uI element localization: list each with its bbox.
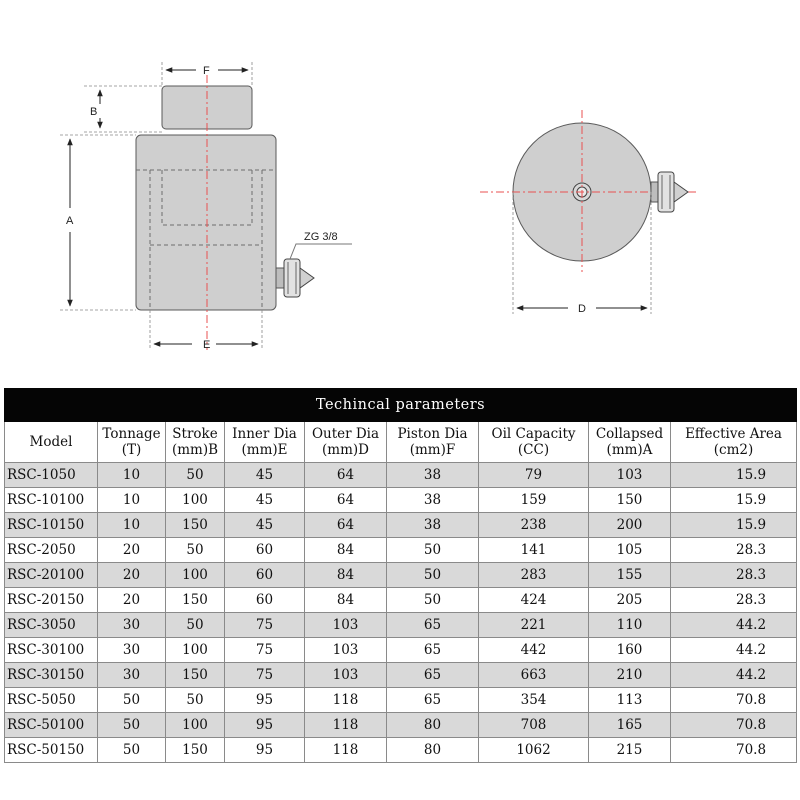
value-cell: 50: [166, 613, 225, 638]
value-cell: 45: [225, 463, 305, 488]
port-label: ZG 3/8: [304, 231, 338, 243]
column-header-line1: Outer Dia: [311, 426, 380, 442]
dim-label-a: A: [66, 215, 74, 227]
value-cell: 50: [387, 538, 479, 563]
value-cell: 50: [166, 538, 225, 563]
model-cell: RSC-1050: [5, 463, 98, 488]
value-cell: 80: [387, 713, 479, 738]
table-row: [5, 563, 797, 588]
table-title: Techincal parameters: [5, 389, 797, 422]
value-cell: 110: [589, 613, 671, 638]
value-cell: 118: [305, 713, 387, 738]
value-cell: 28.3: [671, 538, 797, 563]
table-row: [5, 488, 797, 513]
value-cell: 708: [479, 713, 589, 738]
value-cell: 65: [387, 613, 479, 638]
value-cell: 50: [387, 563, 479, 588]
value-cell: 60: [225, 538, 305, 563]
cylinder-drawing: [0, 0, 800, 380]
table-body: [5, 463, 797, 763]
value-cell: 150: [166, 738, 225, 763]
dim-label-f: F: [203, 65, 210, 77]
coupler-side: [276, 259, 314, 297]
value-cell: 354: [479, 688, 589, 713]
value-cell: 105: [589, 538, 671, 563]
value-cell: 50: [98, 688, 166, 713]
value-cell: 150: [589, 488, 671, 513]
model-cell: RSC-30150: [5, 663, 98, 688]
value-cell: 1062: [479, 738, 589, 763]
top-view: [480, 110, 698, 315]
value-cell: 103: [589, 463, 671, 488]
value-cell: 30: [98, 663, 166, 688]
value-cell: 45: [225, 513, 305, 538]
value-cell: 50: [98, 738, 166, 763]
value-cell: 50: [98, 713, 166, 738]
value-cell: 64: [305, 463, 387, 488]
value-cell: 30: [98, 613, 166, 638]
column-header: [225, 422, 305, 463]
value-cell: 165: [589, 713, 671, 738]
value-cell: 45: [225, 488, 305, 513]
value-cell: 283: [479, 563, 589, 588]
value-cell: 70.8: [671, 738, 797, 763]
column-header-line2: (CC): [517, 442, 550, 458]
model-cell: RSC-20100: [5, 563, 98, 588]
header-row: [5, 422, 797, 463]
column-header: [589, 422, 671, 463]
value-cell: 100: [166, 563, 225, 588]
value-cell: 44.2: [671, 638, 797, 663]
value-cell: 65: [387, 688, 479, 713]
value-cell: 75: [225, 638, 305, 663]
value-cell: 38: [387, 463, 479, 488]
value-cell: 150: [166, 663, 225, 688]
value-cell: 15.9: [671, 463, 797, 488]
value-cell: 100: [166, 713, 225, 738]
column-header-line2: (mm)F: [409, 442, 456, 458]
value-cell: 75: [225, 663, 305, 688]
table-row: [5, 713, 797, 738]
column-header-line1: Oil Capacity: [491, 426, 576, 442]
value-cell: 159: [479, 488, 589, 513]
value-cell: 75: [225, 613, 305, 638]
value-cell: 79: [479, 463, 589, 488]
value-cell: 70.8: [671, 688, 797, 713]
value-cell: 424: [479, 588, 589, 613]
value-cell: 118: [305, 738, 387, 763]
column-header-line1: Collapsed: [595, 426, 664, 442]
value-cell: 64: [305, 488, 387, 513]
column-header: [166, 422, 225, 463]
value-cell: 10: [98, 513, 166, 538]
model-cell: RSC-30100: [5, 638, 98, 663]
value-cell: 20: [98, 588, 166, 613]
value-cell: 65: [387, 663, 479, 688]
value-cell: 10: [98, 463, 166, 488]
column-header: [5, 422, 98, 463]
value-cell: 30: [98, 638, 166, 663]
value-cell: 84: [305, 588, 387, 613]
value-cell: 38: [387, 513, 479, 538]
table-row: [5, 538, 797, 563]
column-header: [671, 422, 797, 463]
value-cell: 150: [166, 513, 225, 538]
value-cell: 15.9: [671, 513, 797, 538]
value-cell: 50: [166, 688, 225, 713]
cylinder-body: [136, 135, 276, 310]
column-header-line2: (cm2): [713, 442, 754, 458]
model-cell: RSC-5050: [5, 688, 98, 713]
value-cell: 442: [479, 638, 589, 663]
coupler-top: [651, 172, 688, 212]
model-cell: RSC-50150: [5, 738, 98, 763]
column-header-line2: (mm)D: [322, 442, 369, 458]
value-cell: 80: [387, 738, 479, 763]
value-cell: 210: [589, 663, 671, 688]
table-row: [5, 513, 797, 538]
column-header-line1: Tonnage: [102, 426, 161, 442]
model-cell: RSC-2050: [5, 538, 98, 563]
side-view: [60, 62, 352, 351]
column-header-line1: Model: [29, 434, 73, 450]
model-cell: RSC-50100: [5, 713, 98, 738]
table-row: [5, 588, 797, 613]
value-cell: 50: [387, 588, 479, 613]
model-cell: RSC-20150: [5, 588, 98, 613]
value-cell: 65: [387, 638, 479, 663]
value-cell: 150: [166, 588, 225, 613]
value-cell: 20: [98, 538, 166, 563]
value-cell: 28.3: [671, 563, 797, 588]
dim-label-b: B: [90, 106, 98, 118]
value-cell: 155: [589, 563, 671, 588]
value-cell: 28.3: [671, 588, 797, 613]
table-row: [5, 663, 797, 688]
model-cell: RSC-10100: [5, 488, 98, 513]
column-header-line1: Piston Dia: [397, 426, 468, 442]
value-cell: 113: [589, 688, 671, 713]
column-header: [387, 422, 479, 463]
value-cell: 95: [225, 713, 305, 738]
column-header-line1: Inner Dia: [232, 426, 297, 442]
value-cell: 100: [166, 488, 225, 513]
value-cell: 20: [98, 563, 166, 588]
value-cell: 44.2: [671, 663, 797, 688]
dim-label-e: E: [203, 339, 211, 351]
value-cell: 103: [305, 613, 387, 638]
table-row: [5, 688, 797, 713]
value-cell: 44.2: [671, 613, 797, 638]
value-cell: 95: [225, 688, 305, 713]
value-cell: 215: [589, 738, 671, 763]
value-cell: 663: [479, 663, 589, 688]
value-cell: 95: [225, 738, 305, 763]
value-cell: 84: [305, 538, 387, 563]
column-header: [305, 422, 387, 463]
column-header-line2: (mm)E: [241, 442, 288, 458]
value-cell: 50: [166, 463, 225, 488]
spec-table: [4, 388, 797, 763]
table-row: [5, 738, 797, 763]
value-cell: 221: [479, 613, 589, 638]
value-cell: 10: [98, 488, 166, 513]
column-header: [479, 422, 589, 463]
value-cell: 60: [225, 563, 305, 588]
value-cell: 238: [479, 513, 589, 538]
column-header-line1: Effective Area: [685, 426, 782, 442]
column-header-line1: Stroke: [172, 426, 218, 442]
column-header-line2: (mm)B: [171, 442, 219, 458]
column-header-line2: (mm)A: [606, 442, 653, 458]
value-cell: 118: [305, 688, 387, 713]
dim-label-d: D: [578, 303, 586, 315]
value-cell: 60: [225, 588, 305, 613]
value-cell: 84: [305, 563, 387, 588]
value-cell: 103: [305, 663, 387, 688]
model-cell: RSC-3050: [5, 613, 98, 638]
model-cell: RSC-10150: [5, 513, 98, 538]
table-row: [5, 463, 797, 488]
value-cell: 160: [589, 638, 671, 663]
table-row: [5, 613, 797, 638]
value-cell: 38: [387, 488, 479, 513]
column-header-line2: (T): [121, 442, 142, 458]
value-cell: 200: [589, 513, 671, 538]
value-cell: 141: [479, 538, 589, 563]
value-cell: 70.8: [671, 713, 797, 738]
value-cell: 15.9: [671, 488, 797, 513]
value-cell: 103: [305, 638, 387, 663]
column-header: [98, 422, 166, 463]
value-cell: 100: [166, 638, 225, 663]
value-cell: 64: [305, 513, 387, 538]
table-row: [5, 638, 797, 663]
value-cell: 205: [589, 588, 671, 613]
